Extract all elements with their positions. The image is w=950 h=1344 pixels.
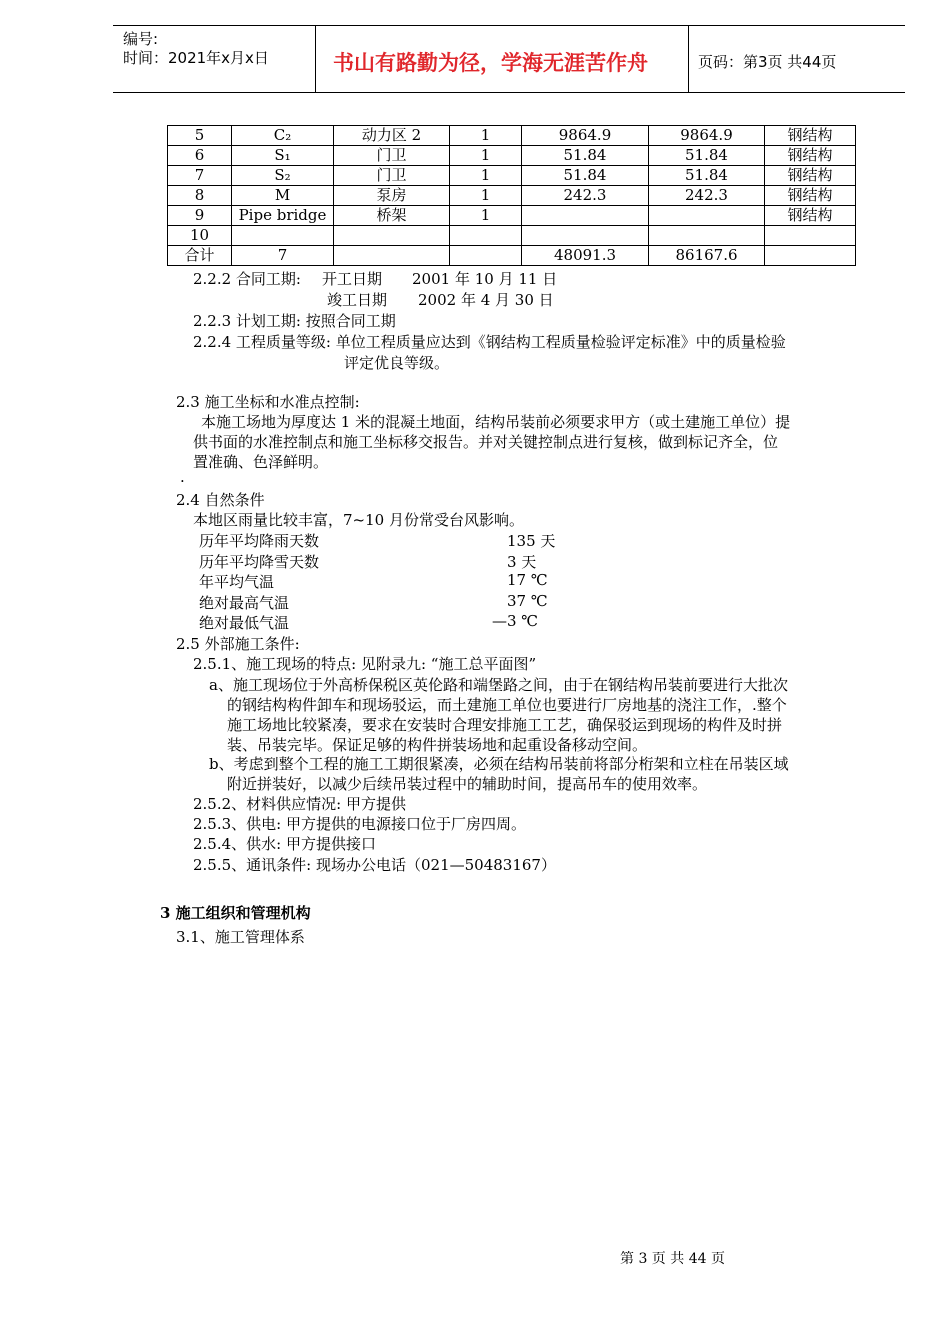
table-cell: 1: [450, 186, 522, 206]
s25-a-line4: 装、吊装完毕。保证足够的构件拼装场地和起重设备移动空间。: [227, 736, 648, 754]
table-cell: 1: [450, 206, 522, 226]
s25-a-line1: a、施工现场位于外高桥保税区英伦路和端堡路之间，由于在钢结构吊装前要进行大批次: [209, 676, 788, 694]
table-row: [168, 226, 856, 246]
s222-start: 开工日期: [322, 270, 383, 288]
table-cell: M: [232, 186, 334, 206]
table-cell: 桥架: [334, 206, 450, 226]
table-cell: S₁: [232, 146, 334, 166]
table-cell: 1: [450, 146, 522, 166]
s224-line2: 评定优良等级。: [344, 354, 450, 372]
table-cell: 8: [168, 186, 232, 206]
table-cell: 9: [168, 206, 232, 226]
climate-label: 绝对最高气温: [199, 594, 290, 612]
table-cell: C₂: [232, 126, 334, 146]
s23-dot: .: [180, 468, 185, 486]
table-row: [168, 186, 856, 206]
table-cell: [765, 226, 856, 246]
table-cell: [522, 226, 649, 246]
building-table: [167, 125, 856, 266]
s223: 2.2.3 计划工期: 按照合同工期: [193, 312, 396, 330]
climate-value: 17 ℃: [507, 571, 548, 589]
table-cell: Pipe bridge: [232, 206, 334, 226]
table-cell: [232, 226, 334, 246]
s222-end-date: 2002 年 4 月 30 日: [418, 291, 554, 309]
header-divider-left: [315, 25, 316, 92]
table-cell: 5: [168, 126, 232, 146]
s222-start-date: 2001 年 10 月 11 日: [412, 270, 558, 288]
s251: 2.5.1、施工现场的特点: 见附录九: “施工总平面图”: [193, 655, 537, 673]
s23-line2: 供书面的水准控制点和施工坐标移交报告。并对关键控制点进行复核，做到标记齐全，位: [193, 433, 779, 451]
s252: 2.5.2、材料供应情况: 甲方提供: [193, 795, 406, 813]
table-row: [168, 206, 856, 226]
table-cell: 86167.6: [649, 246, 765, 266]
s23-line1: 本施工场地为厚度达 1 米的混凝土地面，结构吊装前必须要求甲方（或土建施工单位）提: [201, 413, 791, 431]
table-cell: 48091.3: [522, 246, 649, 266]
climate-label: 历年平均降雪天数: [199, 553, 320, 571]
page-footer: 第 3 页 共 44 页: [620, 1251, 725, 1267]
header-divider-right: [688, 25, 689, 92]
s25-title: 2.5 外部施工条件:: [176, 635, 300, 653]
table-cell: [522, 206, 649, 226]
s23-title: 2.3 施工坐标和水准点控制:: [176, 393, 360, 411]
table-cell: 10: [168, 226, 232, 246]
header-bottom-rule: [113, 92, 905, 93]
table-row: [168, 146, 856, 166]
climate-label: 绝对最低气温: [199, 614, 290, 632]
table-cell: 1: [450, 166, 522, 186]
s25-b-line1: b、考虑到整个工程的施工工期很紧凑，必须在结构吊装前将部分桁架和立柱在吊装区域: [209, 755, 789, 773]
table-cell: S₂: [232, 166, 334, 186]
table-cell: 钢结构: [765, 166, 856, 186]
s255: 2.5.5、通讯条件: 现场办公电话（021—50483167）: [193, 856, 556, 874]
table-cell: [450, 226, 522, 246]
table-cell: 7: [168, 166, 232, 186]
table-cell: 7: [232, 246, 334, 266]
s3-title: 3 施工组织和管理机构: [160, 904, 311, 922]
table-cell: 51.84: [522, 166, 649, 186]
table-row: [168, 126, 856, 146]
s222-label: 2.2.2 合同工期:: [193, 270, 301, 288]
header-motto: 书山有路勤为径，学海无涯苦作舟: [333, 51, 648, 75]
climate-value: 135 天: [507, 532, 556, 550]
table-cell: [450, 246, 522, 266]
table-cell: [649, 206, 765, 226]
climate-value: —3 ℃: [492, 612, 539, 630]
table-cell: 钢结构: [765, 206, 856, 226]
table-cell: [649, 226, 765, 246]
s24-title: 2.4 自然条件: [176, 491, 265, 509]
doc-time-label: 时间：2021年x月x日: [123, 49, 269, 67]
climate-value: 3 天: [507, 553, 537, 571]
climate-label: 历年平均降雨天数: [199, 532, 320, 550]
s24-intro: 本地区雨量比较丰富，7~10 月份常受台风影响。: [193, 511, 524, 529]
s25-a-line2: 的钢结构构件卸车和现场驳运，而土建施工单位也要进行厂房地基的浇注工作，.整个: [227, 696, 787, 714]
s25-a-line3: 施工场地比较紧凑，要求在安装时合理安排施工工艺，确保驳运到现场的构件及时拼: [227, 716, 783, 734]
table-row: [168, 166, 856, 186]
table-cell: 9864.9: [649, 126, 765, 146]
s25-b-line2: 附近拼装好，以减少后续吊装过程中的辅助时间，提高吊车的使用效率。: [227, 775, 708, 793]
table-cell: 242.3: [649, 186, 765, 206]
table-cell: 9864.9: [522, 126, 649, 146]
s31: 3.1、施工管理体系: [176, 928, 305, 946]
table-cell: [765, 246, 856, 266]
table-cell: 242.3: [522, 186, 649, 206]
table-cell: 6: [168, 146, 232, 166]
table-cell: 动力区 2: [334, 126, 450, 146]
table-cell: 1: [450, 126, 522, 146]
table-cell: 钢结构: [765, 186, 856, 206]
table-cell: 51.84: [522, 146, 649, 166]
s23-line3: 置准确、色泽鲜明。: [193, 453, 329, 471]
doc-number-label: 编号:: [123, 30, 159, 48]
header-page-label: 页码：第3页 共44页: [698, 53, 837, 71]
table-cell: 门卫: [334, 146, 450, 166]
table-cell: 钢结构: [765, 126, 856, 146]
s222-end: 竣工日期: [327, 291, 388, 309]
table-cell: 51.84: [649, 166, 765, 186]
table-cell: [334, 226, 450, 246]
table-cell: 钢结构: [765, 146, 856, 166]
table-cell: [334, 246, 450, 266]
table-cell: 门卫: [334, 166, 450, 186]
climate-value: 37 ℃: [507, 592, 548, 610]
table-row: [168, 246, 856, 266]
header-top-rule: [113, 25, 905, 26]
table-cell: 泵房: [334, 186, 450, 206]
climate-label: 年平均气温: [199, 573, 275, 591]
table-cell: 合计: [168, 246, 232, 266]
s224-line1: 2.2.4 工程质量等级: 单位工程质量应达到《钢结构工程质量检验评定标准》中的质量检验: [193, 333, 786, 351]
s254: 2.5.4、供水: 甲方提供接口: [193, 835, 376, 853]
s253: 2.5.3、供电: 甲方提供的电源接口位于厂房四周。: [193, 815, 526, 833]
table-cell: 51.84: [649, 146, 765, 166]
